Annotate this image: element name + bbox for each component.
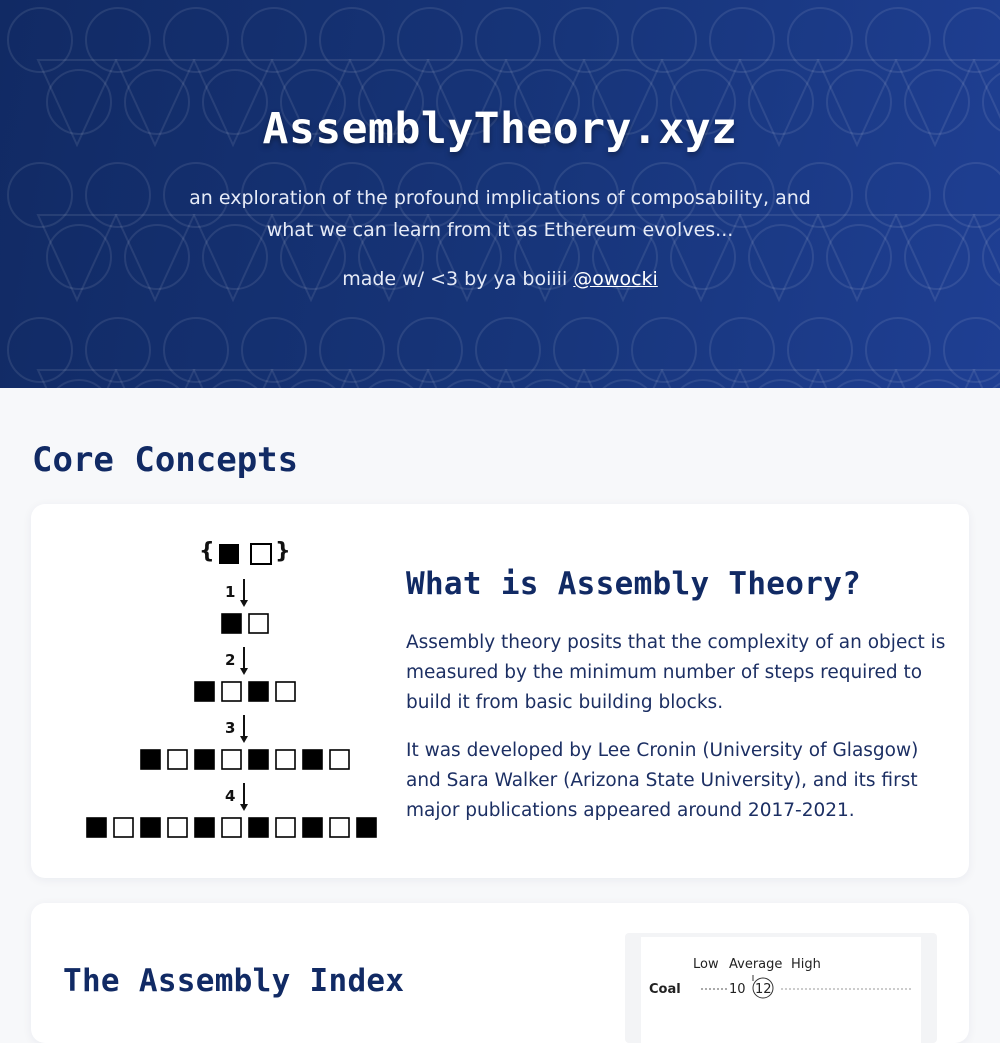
pattern-circle bbox=[593, 380, 657, 388]
set-block-white bbox=[251, 544, 271, 564]
figure-scale-graphic bbox=[641, 937, 921, 1043]
block-black bbox=[303, 750, 322, 769]
block-white bbox=[249, 614, 268, 633]
figure-label-low: Low bbox=[693, 957, 719, 972]
block-white bbox=[330, 750, 349, 769]
block-black bbox=[357, 818, 376, 837]
figure-label-average: Average bbox=[729, 957, 783, 972]
block-white bbox=[168, 750, 187, 769]
block-white bbox=[222, 818, 241, 837]
step-4 bbox=[225, 783, 248, 811]
set-block-black bbox=[219, 544, 239, 564]
block-white bbox=[276, 750, 295, 769]
pattern-circle bbox=[749, 380, 813, 388]
step-1 bbox=[225, 579, 248, 607]
step-label: 2 bbox=[225, 651, 236, 669]
block-black bbox=[195, 750, 214, 769]
pattern-circle bbox=[47, 380, 111, 388]
credit-text: made w/ <3 by ya boiiii bbox=[342, 268, 574, 290]
row-step-1 bbox=[222, 614, 268, 633]
figure-row-label: Coal bbox=[649, 982, 681, 997]
concept-card-assembly-theory bbox=[31, 504, 969, 878]
hero-banner bbox=[0, 0, 1000, 388]
hero-credit bbox=[0, 268, 1000, 290]
pattern-circle bbox=[203, 380, 267, 388]
block-white bbox=[222, 750, 241, 769]
figure-label-high: High bbox=[791, 957, 821, 972]
hero-tagline: an exploration of the profound implications of composability, and what we can learn from it as Ethereum evolves... bbox=[189, 187, 811, 241]
section-title: Core Concepts bbox=[32, 440, 299, 480]
pattern-circle bbox=[827, 380, 891, 388]
set-open-brace: { bbox=[199, 539, 215, 564]
block-white bbox=[168, 818, 187, 837]
block-white bbox=[114, 818, 133, 837]
step-label: 3 bbox=[225, 719, 236, 737]
step-label: 4 bbox=[225, 787, 236, 805]
pattern-circle bbox=[125, 380, 189, 388]
row-step-3 bbox=[141, 750, 349, 769]
concept-card-assembly-index bbox=[31, 903, 969, 1043]
block-black bbox=[249, 682, 268, 701]
block-black bbox=[195, 818, 214, 837]
card-paragraph: It was developed by Lee Cronin (University of Glasgow) and Sara Walker (Arizona State University), and its first major publications appeared around 2017-2021. bbox=[406, 740, 919, 821]
site-title: AssemblyTheory.xyz bbox=[262, 104, 738, 154]
block-black bbox=[195, 682, 214, 701]
block-black bbox=[303, 818, 322, 837]
figure-value-low: 10 bbox=[729, 982, 746, 997]
card-paragraph: Assembly theory posits that the complexity of an object is measured by the minimum number of steps required to build it from basic building blocks. bbox=[406, 632, 946, 713]
card-text bbox=[406, 566, 946, 844]
block-black bbox=[141, 750, 160, 769]
step-2 bbox=[225, 647, 248, 675]
block-black bbox=[141, 818, 160, 837]
block-black bbox=[222, 614, 241, 633]
pattern-circle bbox=[437, 380, 501, 388]
pattern-circle bbox=[671, 380, 735, 388]
block-black bbox=[249, 750, 268, 769]
figure-value-average: 12 bbox=[755, 982, 772, 997]
pattern-circle bbox=[281, 380, 345, 388]
owocki-link[interactable]: @owocki bbox=[573, 268, 658, 290]
block-white bbox=[276, 682, 295, 701]
block-white bbox=[276, 818, 295, 837]
block-black bbox=[87, 818, 106, 837]
step-3 bbox=[225, 715, 248, 743]
block-black bbox=[249, 818, 268, 837]
card-heading: What is Assembly Theory? bbox=[406, 566, 862, 602]
block-white bbox=[222, 682, 241, 701]
assembly-steps-diagram bbox=[61, 534, 381, 849]
assembly-index-figure bbox=[625, 933, 937, 1043]
card-heading: The Assembly Index bbox=[63, 963, 405, 999]
row-step-4 bbox=[87, 818, 381, 837]
set-close-brace: } bbox=[275, 539, 291, 564]
pattern-circle bbox=[905, 380, 969, 388]
pattern-circle bbox=[359, 380, 423, 388]
step-label: 1 bbox=[225, 583, 236, 601]
pattern-circle bbox=[515, 380, 579, 388]
block-white bbox=[330, 818, 349, 837]
row-step-2 bbox=[195, 682, 295, 701]
